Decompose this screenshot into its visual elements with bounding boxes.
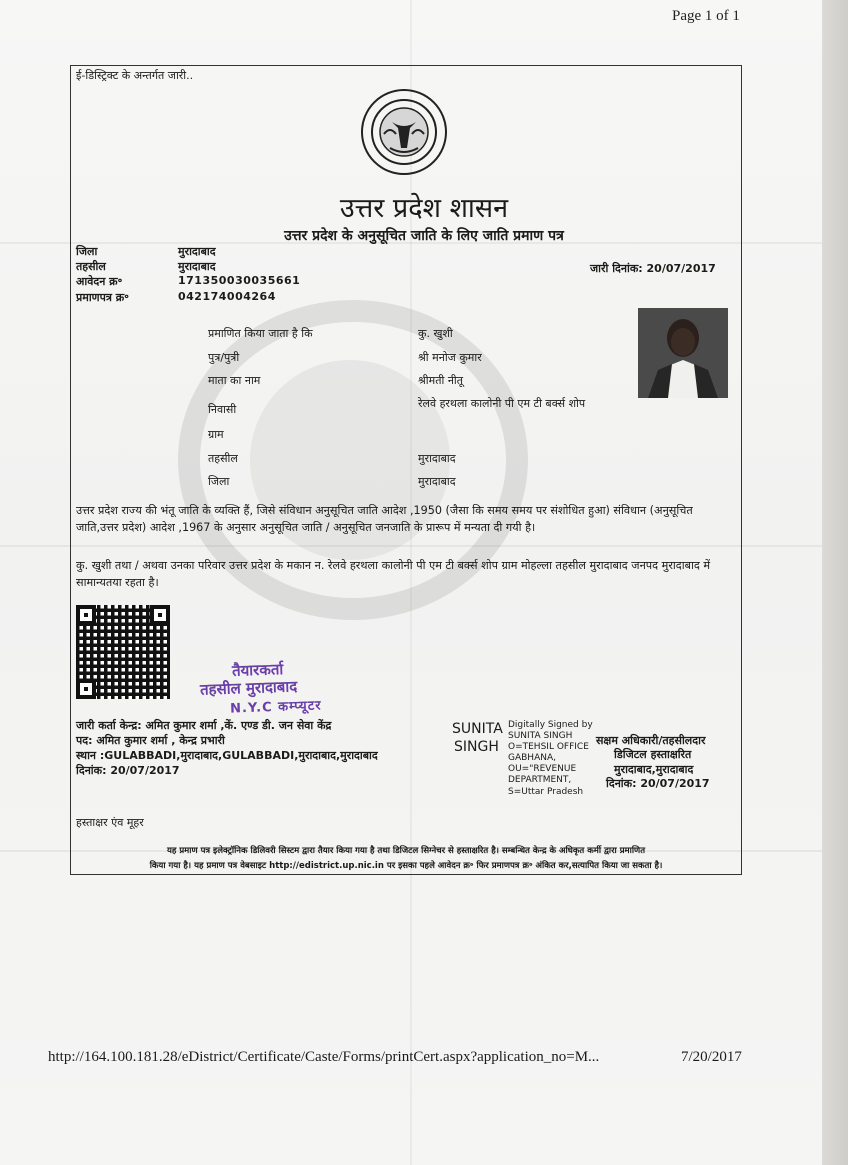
print-date: 7/20/2017: [681, 1049, 742, 1065]
issuer-date: दिनांक: 20/07/2017: [76, 764, 180, 777]
signature-meta: GABHANA,: [508, 753, 556, 763]
detail-label: तहसील: [208, 452, 238, 465]
certificate-title: उत्तर प्रदेश शासन: [339, 193, 509, 224]
detail-value: श्री मनोज कुमार: [418, 351, 482, 364]
qr-finder: [76, 605, 96, 625]
up-emblem-icon: [360, 88, 448, 176]
tehsil-label: तहसील: [76, 260, 106, 273]
residence-paragraph: कु. खुशी तथा / अथवा उनका परिवार उत्तर प्रदेश के मकान न. रेलवे हरथला कालोनी पी एम टी बर्क्स शोप ग्राम मोहल्ला तहसील मुरादाबाद जनपद मुरादाबाद में सामान्यतया रहता है।: [76, 559, 711, 589]
certificate-label: प्रमाणपत्र क्र॰: [76, 291, 129, 304]
application-label: आवेदन क्र॰: [76, 275, 123, 288]
detail-label: माता का नाम: [208, 374, 261, 387]
certificate-number: 042174004264: [178, 290, 276, 303]
signer-last-name: SINGH: [454, 739, 499, 755]
applicant-photo: [638, 308, 728, 398]
tehsil-value: मुरादाबाद: [178, 260, 216, 273]
caste-paragraph: उत्तर प्रदेश राज्य की भंतू जाति के व्यक्ति हैं, जिसे संविधान अनुसूचित जाति आदेश ,1950 (जैसा कि समय समय पर संशोधित हुआ) संविधान (अनुसूचित जाति,उत्तर प्रदेश) आदेश ,1967 के अनुसार अनुसूचित जाति / अनुसूचित जनजाति के प्रारूप में मन्यता दी गयी है।: [76, 504, 693, 534]
signature-meta: SUNITA SINGH: [508, 731, 573, 741]
signature-meta: Digitally Signed by: [508, 720, 593, 730]
stamp-line1: तैयारकर्ता: [231, 660, 284, 680]
detail-label: निवासी: [208, 403, 237, 416]
print-url: http://164.100.181.28/eDistrict/Certificate/Caste/Forms/printCert.aspx?application_no=M...: [48, 1049, 600, 1065]
application-number: 171350030035661: [178, 274, 301, 287]
detail-value: श्रीमती नीतू: [418, 374, 464, 387]
district-value: मुरादाबाद: [178, 245, 216, 258]
authority-place: मुरादाबाद,मुरादाबाद: [614, 763, 694, 776]
district-label: जिला: [76, 245, 98, 258]
detail-value: कु. खुशी: [418, 327, 453, 340]
sign-seal-label: हस्ताक्षर एंव मूहर: [76, 816, 144, 829]
detail-value: मुरादाबाद: [418, 475, 456, 488]
signature-meta: OU="REVENUE: [508, 764, 577, 774]
authority-date: दिनांक: 20/07/2017: [606, 777, 710, 790]
person-silhouette-icon: [638, 308, 728, 398]
authority-title: सक्षम अधिकारी/तहसीलदार: [596, 734, 706, 747]
stamp-line2: तहसील मुरादाबाद: [199, 677, 298, 699]
qr-finder: [76, 679, 96, 699]
detail-value: मुरादाबाद: [418, 452, 456, 465]
detail-label: जिला: [208, 475, 230, 488]
footer-note-line1: यह प्रमाण पत्र इलेक्ट्रॉनिक डिलिवरी सिस्टम द्वारा तैयार किया गया है तथा डिजिटल सिग्नेचर से हस्ताक्षरित है। सम्बन्धित केन्द्र के अधिकृत कर्मी द्वारा प्रमाणित: [166, 846, 646, 856]
detail-label: ग्राम: [208, 428, 224, 441]
issuer-designation: पद: अमित कुमार शर्मा , केन्द्र प्रभारी: [76, 734, 225, 747]
detail-label: प्रमाणित किया जाता है कि: [208, 327, 313, 340]
page-number: Page 1 of 1: [672, 8, 740, 24]
detail-label: पुत्र/पुत्री: [208, 351, 240, 364]
digital-signature-details: [508, 720, 593, 786]
signature-meta: DEPARTMENT,: [508, 775, 572, 785]
stamp-line3: N.Y.C कम्प्यूटर: [229, 698, 322, 717]
signature-meta: O=TEHSIL OFFICE: [508, 742, 589, 752]
qr-finder: [150, 605, 170, 625]
scan-edge: [822, 0, 848, 1165]
signer-first-name: SUNITA: [452, 721, 503, 737]
certificate-subtitle: उत्तर प्रदेश के अनुसूचित जाति के लिए जाति प्रमाण पत्र: [284, 228, 564, 244]
signature-state: S=Uttar Pradesh: [508, 787, 584, 797]
authority-digital: डिजिटल हस्ताक्षरित: [614, 748, 692, 761]
issuer-place: स्थान :GULABBADI,मुरादाबाद,GULABBADI,मुरादाबाद,मुरादाबाद: [76, 749, 378, 762]
header-note: ई-डिस्ट्रिक्ट के अन्तर्गत जारी..: [76, 69, 194, 82]
qr-code: [76, 605, 170, 699]
issue-date: जारी दिनांक: 20/07/2017: [590, 262, 716, 275]
detail-value: रेलवे हरथला कालोनी पी एम टी बर्क्स शोप: [418, 397, 586, 410]
footer-note-line2: किया गया है। यह प्रमाण पत्र वेबसाइट http://edistrict.up.nic.in पर इसका पहले आवेदन क्र॰ फिर प्रमाणपत्र क्र॰ अंकित कर,सत्यापित किया जा सकता है।: [149, 861, 663, 871]
issuer-center: जारी कर्ता केन्द्र: अमित कुमार शर्मा ,कें. एण्ड डी. जन सेवा केंद्र: [76, 719, 332, 732]
digital-signature-name: [452, 720, 503, 756]
